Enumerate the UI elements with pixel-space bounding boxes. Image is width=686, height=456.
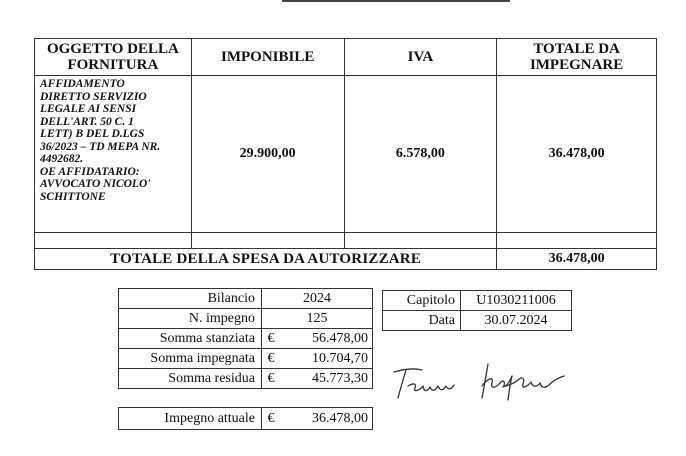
residua-label: Somma residua bbox=[119, 369, 262, 389]
capitolo-row bbox=[383, 291, 572, 311]
bilancio-row bbox=[119, 289, 373, 309]
capitolo-table bbox=[382, 290, 572, 331]
top-rule bbox=[282, 0, 510, 2]
empty-row bbox=[35, 233, 657, 249]
empty-cell bbox=[344, 233, 497, 249]
impegnata-row bbox=[119, 349, 373, 369]
empty-cell bbox=[191, 233, 344, 249]
impegnata-value: 10.704,70 bbox=[280, 349, 373, 369]
euro-sign: € bbox=[262, 329, 281, 349]
capitolo-value: U1030211006 bbox=[461, 291, 572, 311]
capitolo-label: Capitolo bbox=[383, 291, 461, 311]
impegno-attuale-label: Impegno attuale bbox=[119, 408, 262, 430]
bilancio-value: 2024 bbox=[262, 289, 373, 309]
total-label: TOTALE DELLA SPESA DA AUTORIZZARE bbox=[35, 249, 497, 270]
data-label: Data bbox=[383, 311, 461, 331]
description-line: LEGALE AI SENSI bbox=[40, 103, 137, 115]
empty-cell bbox=[497, 233, 657, 249]
residua-value: 45.773,30 bbox=[280, 369, 373, 389]
impegno-attuale-row bbox=[119, 408, 373, 430]
data-row bbox=[383, 311, 572, 331]
header-imponibile: IMPONIBILE bbox=[191, 39, 344, 76]
data-value: 30.07.2024 bbox=[461, 311, 572, 331]
stanziata-row bbox=[119, 329, 373, 349]
totale-value: 36.478,00 bbox=[497, 76, 657, 233]
description-line: OE AFFIDATARIO: bbox=[40, 165, 140, 178]
impegno-row bbox=[119, 309, 373, 329]
empty-cell bbox=[35, 233, 192, 249]
description-line: AVVOCATO NICOLO' bbox=[40, 178, 151, 190]
euro-sign: € bbox=[262, 349, 281, 369]
iva-value: 6.578,00 bbox=[344, 76, 497, 233]
fornitura-description bbox=[35, 76, 192, 233]
fornitura-table bbox=[34, 38, 657, 270]
fornitura-row bbox=[35, 76, 657, 233]
bilancio-label: Bilancio bbox=[119, 289, 262, 309]
description-line: 4492682. bbox=[40, 153, 84, 165]
description-line: LETT) B DEL D.LGS bbox=[40, 128, 145, 140]
budget-table bbox=[118, 288, 373, 389]
impegno-attuale-table bbox=[118, 407, 373, 430]
euro-sign: € bbox=[262, 408, 281, 430]
header-oggetto: OGGETTO DELLA FORNITURA bbox=[35, 39, 192, 76]
stanziata-value: 56.478,00 bbox=[280, 329, 373, 349]
description-line: 36/2023 – TD MEPA NR. bbox=[40, 140, 161, 153]
euro-sign: € bbox=[262, 369, 281, 389]
total-row bbox=[35, 249, 657, 270]
description-line: AFFIDAMENTO bbox=[40, 78, 125, 90]
stanziata-label: Somma stanziata bbox=[119, 329, 262, 349]
impegno-label: N. impegno bbox=[119, 309, 262, 329]
description-line: DIRETTO SERVIZIO bbox=[40, 90, 147, 103]
description-line: SCHITTONE bbox=[40, 190, 106, 203]
header-iva: IVA bbox=[344, 39, 497, 76]
impegnata-label: Somma impegnata bbox=[119, 349, 262, 369]
description-line: DELL'ART. 50 C. 1 bbox=[40, 115, 134, 128]
total-value: 36.478,00 bbox=[497, 249, 657, 270]
impegno-value: 125 bbox=[262, 309, 373, 329]
header-row bbox=[35, 39, 657, 76]
impegno-attuale-value: 36.478,00 bbox=[280, 408, 373, 430]
imponibile-value: 29.900,00 bbox=[191, 76, 344, 233]
residua-row bbox=[119, 369, 373, 389]
header-totale: TOTALE DA IMPEGNARE bbox=[497, 39, 657, 76]
handwritten-signature bbox=[388, 356, 578, 406]
